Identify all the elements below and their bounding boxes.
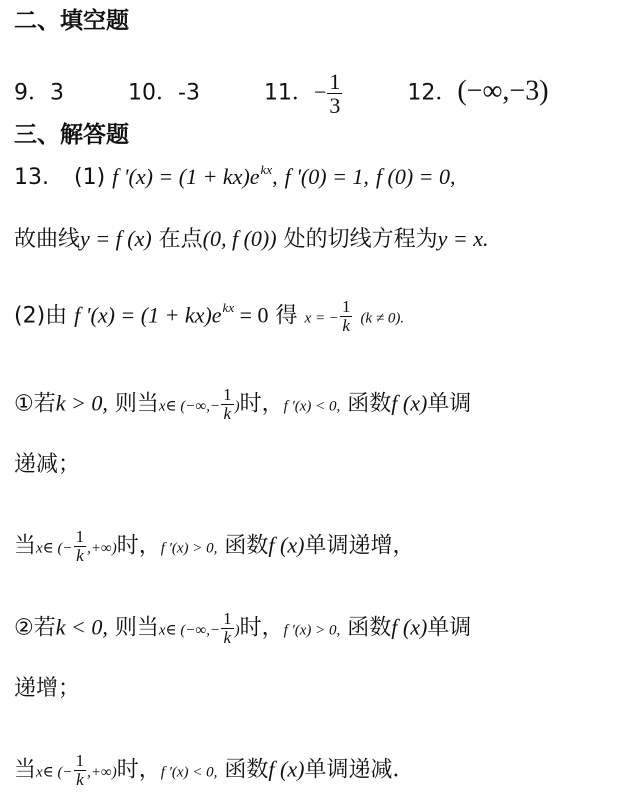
q9-answer: 3 — [50, 80, 64, 106]
q10-answer: -3 — [178, 80, 200, 106]
case2-continuation: 递增； — [14, 676, 81, 701]
case2b-fraction — [74, 752, 87, 789]
section-heading-fill-blank: 二、填空题 — [14, 8, 129, 34]
case1b-derivative: f '(x) > 0, — [160, 540, 218, 557]
q13-tangent-text3: 处的切线方程为 — [283, 227, 438, 252]
case1-derivative: f '(x) < 0, — [283, 398, 341, 415]
case1-text1: 则当 — [114, 391, 159, 417]
case2-derivative: f '(x) > 0, — [283, 622, 341, 639]
case2-interval-start: x∈ (−∞,− — [158, 622, 221, 639]
q13-part1-line — [14, 162, 456, 190]
q11-fraction — [327, 70, 342, 117]
case2-condition: k < 0, — [55, 614, 108, 640]
case1-condition: k > 0, — [55, 390, 108, 416]
section-heading-solutions: 三、解答题 — [14, 122, 129, 148]
q13-part2-x-equals: x = − — [304, 310, 339, 327]
case2-text4: 单调 — [427, 615, 472, 641]
case1-text3: 函数 — [347, 391, 392, 417]
q13-label: 13. — [14, 165, 49, 190]
q13-tangent-text1: 故曲线 — [14, 227, 81, 252]
q10-number: 10． — [128, 80, 178, 106]
q13-part2-label: (2)由 — [14, 303, 68, 329]
case2-line — [14, 610, 471, 647]
q11-number: 11． — [263, 80, 314, 106]
case2b-text2: 时， — [116, 757, 161, 783]
q11-numerator: 1 — [329, 69, 341, 94]
q13-part2-line — [14, 298, 404, 335]
case1b-text2: 时， — [116, 533, 161, 559]
q13-part1-cond1: f '(0) = 1, — [284, 164, 369, 189]
case2b-interval-end: ,+∞) — [87, 764, 117, 781]
q12-number: 12． — [407, 80, 458, 106]
q13-part1-comma: , — [272, 164, 278, 189]
case1b-interval-start: x∈ (− — [36, 540, 73, 557]
q13-part2-fraction — [340, 298, 353, 335]
case2b-denominator: k — [76, 769, 84, 789]
q13-tangent-line — [14, 228, 488, 251]
case2-numerator: 1 — [223, 609, 232, 628]
case2-fraction — [221, 610, 234, 647]
case2-function: f (x) — [391, 614, 428, 640]
q13-tangent-point: (0, f (0)) — [202, 226, 277, 251]
case2-lead: ②若 — [14, 615, 56, 641]
q13-part1-label: (1) — [74, 165, 106, 190]
case2b-numerator: 1 — [75, 751, 85, 770]
q11-sign: − — [313, 79, 327, 105]
case1b-text4: 单调递增， — [304, 533, 415, 559]
q13-tangent-curve: y = f (x) — [80, 226, 152, 251]
case2-text2: 时， — [239, 615, 284, 641]
case1-denominator: k — [223, 403, 232, 423]
case1-interval-end: ) — [234, 398, 240, 415]
q12-answer: (−∞,−3) — [457, 75, 549, 107]
case2b-text4: 单调递减． — [304, 757, 415, 783]
case2-text3: 函数 — [347, 615, 392, 641]
case1-text2: 时， — [239, 391, 284, 417]
case1b-text3: 函数 — [224, 533, 269, 559]
case1-continuation: 递减； — [14, 452, 81, 477]
q9-number: 9． — [14, 80, 50, 106]
q13-part1-derivative: f '(x) = (1 + kx)e — [112, 164, 260, 189]
q13-part2-text: 得 — [275, 303, 298, 329]
q13-part2-equals-zero: = 0 — [234, 302, 269, 328]
case1b-lead: 当 — [14, 533, 37, 559]
case1-function: f (x) — [391, 390, 428, 416]
case1b-line — [14, 528, 414, 565]
case2b-derivative: f '(x) < 0, — [160, 764, 218, 781]
case1-text4: 单调 — [427, 391, 472, 417]
case2b-text3: 函数 — [224, 757, 269, 783]
case1b-denominator: k — [76, 545, 84, 565]
case1b-numerator: 1 — [75, 527, 85, 546]
q13-tangent-equation: y = x. — [437, 226, 489, 251]
case1b-fraction — [74, 528, 87, 565]
q13-part2-exponent: kx — [222, 300, 235, 316]
case1b-interval-end: ,+∞) — [87, 540, 117, 557]
q13-part2-numerator: 1 — [341, 297, 351, 316]
case1-numerator: 1 — [223, 385, 232, 404]
q13-part1-exponent: kx — [260, 162, 273, 177]
q13-part2-denominator: k — [342, 315, 350, 335]
case2-interval-end: ) — [234, 622, 240, 639]
q13-part2-condition: (k ≠ 0). — [360, 310, 405, 327]
q13-part2-derivative: f '(x) = (1 + kx)e — [74, 302, 222, 328]
case2b-interval-start: x∈ (− — [36, 764, 73, 781]
case2-text1: 则当 — [114, 615, 159, 641]
fill-answers-row — [14, 70, 549, 117]
case1-lead: ①若 — [14, 391, 56, 417]
case2b-line — [14, 752, 414, 789]
q11-denominator: 3 — [329, 93, 341, 119]
case1-fraction — [221, 386, 234, 423]
case2b-lead: 当 — [14, 757, 37, 783]
q13-part1-cond2: f (0) = 0, — [375, 164, 456, 189]
q13-tangent-text2: 在点 — [158, 227, 203, 252]
case2-denominator: k — [223, 627, 232, 647]
case1-line — [14, 386, 471, 423]
case1-interval-start: x∈ (−∞,− — [158, 398, 221, 415]
case2b-function: f (x) — [268, 756, 305, 782]
case1b-function: f (x) — [268, 532, 305, 558]
